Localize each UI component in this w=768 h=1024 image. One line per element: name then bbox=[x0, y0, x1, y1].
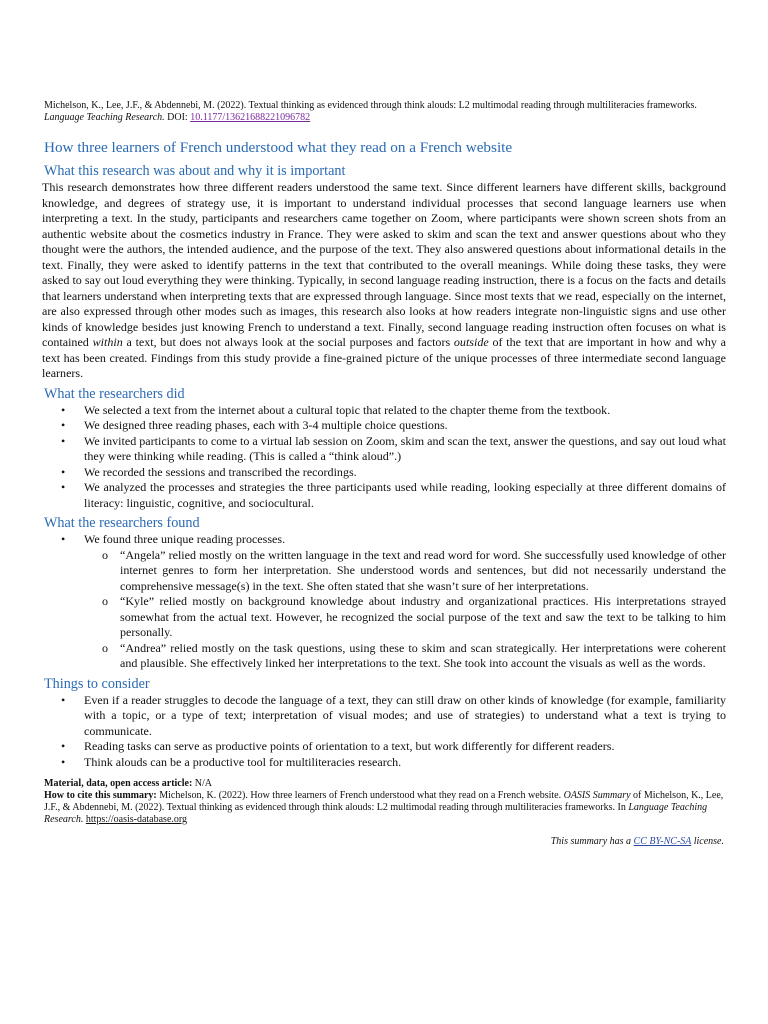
section-heading-importance: What this research was about and why it is important bbox=[44, 163, 346, 179]
list-item-text: Think alouds can be a productive tool for multiliteracies research. bbox=[84, 754, 402, 769]
sublist-item bbox=[44, 548, 726, 595]
importance-paragraph bbox=[42, 180, 726, 382]
bullet-icon: • bbox=[61, 739, 66, 753]
section-heading-methods: What the researchers did bbox=[44, 385, 185, 402]
list-item bbox=[44, 532, 726, 672]
sublist-item-text: “Kyle” relied mostly on background knowledge about industry and organizational practices. His interpretations strayed somewhat from the actual text. However, he recognized the social purpose of the text and saw the text to be talking to him personally. bbox=[120, 594, 726, 639]
circle-bullet-icon: o bbox=[102, 594, 109, 608]
sublist-item bbox=[44, 594, 726, 641]
bullet-icon: • bbox=[61, 418, 66, 432]
bullet-icon: • bbox=[61, 692, 66, 707]
cite-text: of Michelson, K., Lee, J.F., & Abdennebi, M. (2022). Textual thinking as evidenced through think alouds: L2 multimodal reading through multiliteracies frameworks. In bbox=[44, 790, 724, 813]
list-item bbox=[44, 403, 726, 419]
license-text: license. bbox=[691, 836, 724, 847]
list-item-text: Reading tasks can serve as productive points of orientation to a text, but work differently for different readers. bbox=[84, 739, 615, 753]
material-line bbox=[44, 778, 726, 790]
bullet-icon: • bbox=[61, 433, 66, 448]
material-value: N/A bbox=[192, 778, 213, 789]
list-item-text: We designed three reading phases, each with 3-4 multiple choice questions. bbox=[84, 418, 448, 432]
paragraph-text: of the text that are important in how and why a text has been created. Findings from this study provide a fine-grained picture of the unique processes of three intermediate second language learners. bbox=[42, 335, 727, 380]
methods-list bbox=[44, 403, 726, 512]
oasis-link[interactable]: https://oasis-database.org bbox=[85, 814, 188, 825]
doi-link[interactable]: 10.1177/13621688221096782 bbox=[190, 112, 311, 123]
list-item-text: We analyzed the processes and strategies the three participants used while reading, looking especially at three different domains of literacy: linguistic, cognitive, and sociocultural. bbox=[84, 480, 726, 510]
material-label: Material, data, open access article: bbox=[44, 778, 193, 789]
paragraph-text: This research demonstrates how three different readers understood the same text. Since different learners have different skills, background knowledge, and degrees of strategy use, it is important to understand individual processes that second language learners use when interpreting a text. In the study, participants and researchers came together on Zoom, where participants were shown screen shots from an authentic website about the cosmetics industry in France. They were asked to skim and scan the text and answer questions about who they thought were the authors, the intended audience, and the purpose of the text. They also answered questions about informational details in the text. Finally, they were asked to identify patterns in the text that contributed to the overall meanings. While doing these tasks, they were asked to say out loud everything they were thinking. Typically, in second language reading instruction, there is a focus on the facts and details that learners understand when interpreting texts that are expressed through language. Since most texts that we read, especially on the internet, are also expressed through other modes such as images, this research also looks at how readers integrate non-linguistic signs and use other kinds of knowledge besides just knowing French to understand a text. Finally, second language reading instruction often focuses on what is contained bbox=[42, 180, 726, 349]
list-item bbox=[44, 418, 726, 434]
cite-label: How to cite this summary: bbox=[44, 790, 157, 801]
summary-title: How three learners of French understood what they read on a French website bbox=[44, 139, 513, 156]
list-item-text: We selected a text from the internet about a cultural topic that related to the chapter theme from the textbook. bbox=[84, 402, 611, 417]
reference-text: Michelson, K., Lee, J.F., & Abdennebi, M. (2022). Textual thinking as evidenced through think alouds: L2 multimodal reading through multiliteracies frameworks. bbox=[44, 100, 697, 111]
circle-bullet-icon: o bbox=[102, 547, 109, 562]
cite-text: Michelson, K. (2022). How three learners of French understood what they read on a French website. bbox=[156, 790, 564, 801]
list-item bbox=[44, 693, 726, 740]
bullet-icon: • bbox=[61, 480, 66, 494]
list-item bbox=[44, 465, 726, 481]
bullet-icon: • bbox=[61, 402, 66, 417]
cite-emphasis: OASIS Summary bbox=[563, 790, 631, 801]
list-item bbox=[44, 434, 726, 465]
consider-list bbox=[44, 693, 726, 771]
sublist-item bbox=[44, 641, 726, 672]
list-item bbox=[44, 480, 726, 511]
bullet-icon: • bbox=[61, 532, 66, 546]
license-note bbox=[44, 836, 726, 848]
citation-line bbox=[44, 790, 726, 826]
list-item bbox=[44, 739, 726, 755]
bullet-icon: • bbox=[61, 464, 66, 479]
reference-journal: Language Teaching Research. bbox=[44, 112, 165, 123]
article-reference bbox=[44, 100, 726, 124]
findings-sublist bbox=[84, 548, 726, 672]
list-item bbox=[44, 755, 726, 771]
sublist-item-text: “Angela” relied mostly on the written language in the text and read word for word. She successfully used knowledge of other internet genres to form her interpretation. She understood words and sentences, but did not necessarily understand the comprehensive message(s) in the text. She often stated that she wasn’t sure of her interpretations. bbox=[120, 547, 726, 593]
license-text: This summary has a bbox=[550, 836, 634, 847]
doi-label: DOI: bbox=[164, 112, 191, 123]
license-link[interactable]: CC BY-NC-SA bbox=[633, 836, 692, 847]
emphasis-within: within bbox=[92, 335, 123, 349]
circle-bullet-icon: o bbox=[102, 640, 109, 655]
list-item-text: We found three unique reading processes. bbox=[84, 532, 286, 546]
paragraph-text: a text, but does not always look at the social purposes and factors bbox=[122, 335, 454, 349]
section-heading-findings: What the researchers found bbox=[44, 515, 200, 531]
list-item-text: We recorded the sessions and transcribed the recordings. bbox=[84, 464, 357, 479]
list-item-text: Even if a reader struggles to decode the language of a text, they can still draw on other kinds of knowledge (for example, familiarity with a topic, or a type of text; interpretation of visual modes; and use of strategies) to understand what a text is trying to communicate. bbox=[84, 692, 726, 738]
list-item-text: We invited participants to come to a virtual lab session on Zoom, skim and scan the text, answer the questions, and say out loud what they were thinking while reading. (This is called a “think aloud”.) bbox=[84, 433, 726, 463]
cite-journal: Language Teaching Research. bbox=[44, 802, 708, 825]
section-heading-consider: Things to consider bbox=[44, 675, 150, 692]
findings-list bbox=[44, 532, 726, 672]
document-page bbox=[44, 100, 726, 848]
emphasis-outside: outside bbox=[453, 335, 489, 349]
summary-footer bbox=[44, 778, 726, 826]
bullet-icon: • bbox=[61, 754, 66, 769]
sublist-item-text: “Andrea” relied mostly on the task questions, using these to skim and scan strategically. Her interpretations were coherent and plausible. She effectively linked her interpretations to the text. She took into account the visuals as well as the words. bbox=[120, 640, 726, 670]
